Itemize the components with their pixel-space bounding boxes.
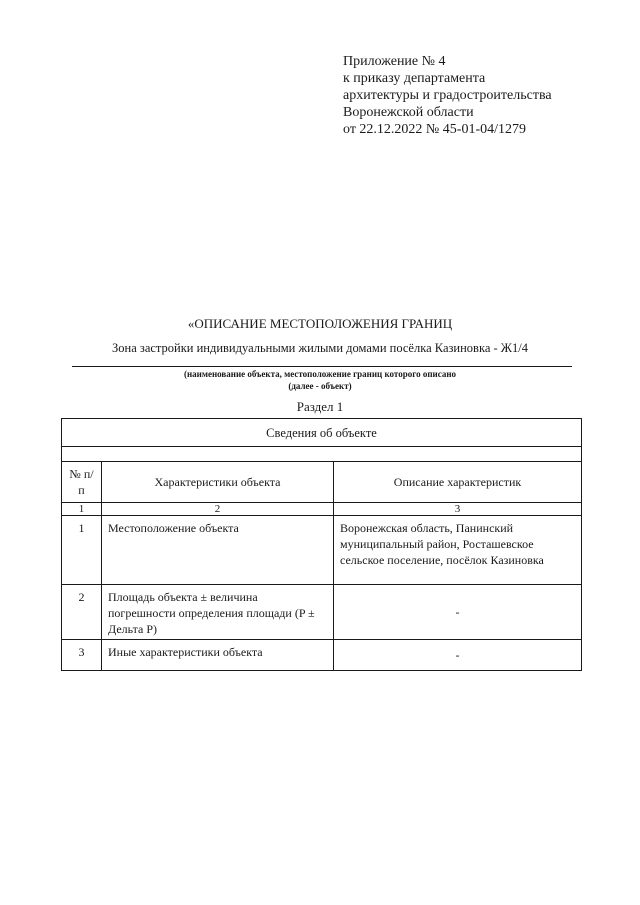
table-row	[62, 585, 582, 640]
appendix-line: Приложение № 4	[343, 54, 446, 69]
column-number: 3	[334, 503, 582, 516]
row-number: 3	[62, 640, 102, 671]
object-name: Зона застройки индивидуальными жилыми домами посёлка Казиновка - Ж1/4	[112, 341, 528, 355]
section-heading: Раздел 1	[296, 399, 344, 414]
row-number: 2	[62, 585, 102, 640]
appendix-line: к приказу департамента	[343, 71, 486, 86]
column-number: 1	[62, 503, 102, 516]
row-characteristic: Иные характеристики объекта	[102, 640, 334, 671]
table-spacer-row	[62, 447, 582, 462]
caption-line-2: (далее - объект)	[288, 381, 352, 391]
row-description: Воронежская область, Панинский муниципальный район, Росташевское сельское поселение, посёлок Казиновка	[334, 516, 582, 585]
table-caption: Сведения об объекте	[62, 419, 582, 447]
table-row	[62, 516, 582, 585]
table-row	[62, 640, 582, 671]
row-characteristic: Площадь объекта ± величина погрешности определения площади (P ± Дельта P)	[102, 585, 334, 640]
header-description: Описание характеристик	[334, 462, 582, 503]
column-number: 2	[102, 503, 334, 516]
header-characteristic: Характеристики объекта	[102, 462, 334, 503]
appendix-line: Воронежской области	[343, 105, 474, 120]
appendix-line: архитектуры и градостроительства	[343, 88, 552, 103]
appendix-block	[343, 53, 552, 138]
row-characteristic: Местоположение объекта	[102, 516, 334, 585]
document-title: «ОПИСАНИЕ МЕСТОПОЛОЖЕНИЯ ГРАНИЦ	[187, 316, 453, 331]
row-description: -	[334, 585, 582, 640]
object-info-table	[61, 418, 582, 671]
row-description: -	[334, 640, 582, 671]
appendix-line: от 22.12.2022 № 45-01-04/1279	[343, 122, 527, 137]
object-name-underline	[72, 366, 572, 367]
header-number: № п/п	[62, 462, 102, 503]
caption-line-1: (наименование объекта, местоположение границ которого описано	[183, 369, 457, 379]
object-name-caption	[0, 368, 640, 392]
row-number: 1	[62, 516, 102, 585]
